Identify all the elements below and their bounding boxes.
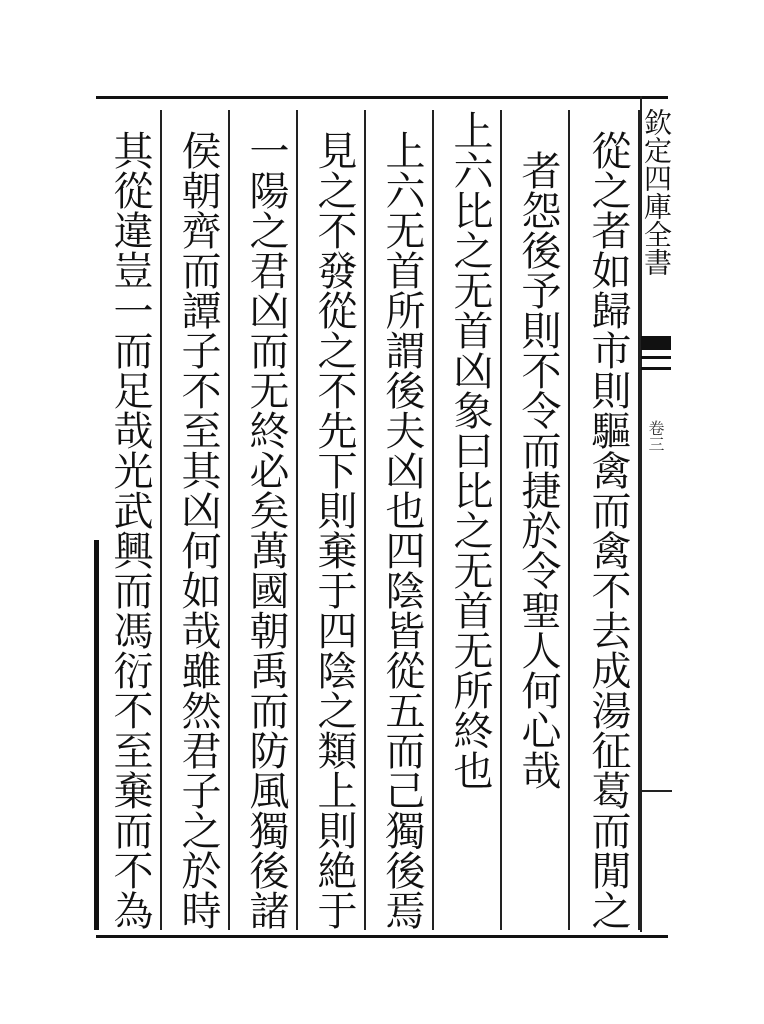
column-text: 上六比之无首凶象曰比之无首无所終也 — [447, 110, 493, 790]
fish-tail-mark — [641, 336, 671, 350]
column-text: 上六无首所謂後夫凶也四陰皆從五而己獨後焉 — [379, 130, 425, 930]
text-column-5 — [304, 110, 366, 930]
volume-label: 卷三 — [646, 420, 665, 452]
text-column-4 — [372, 110, 434, 930]
column-text: 見之不發從之不先下則棄于四陰之類上則絶于 — [311, 130, 357, 930]
column-text: 侯朝齊而譚子不至其凶何如哉雖然君子之於時 — [175, 130, 221, 930]
column-text: 其從違豈一而足哉光武興而馮衍不至棄而不為 — [107, 130, 153, 930]
text-column-2 — [508, 110, 570, 930]
left-frame-bar — [94, 540, 99, 930]
text-column-7 — [168, 110, 230, 930]
fish-tail-mark-lower — [641, 356, 671, 370]
column-text: 從之者如歸市則驅禽而禽不去成湯征葛而閒之 — [585, 130, 631, 930]
text-column-3 — [440, 110, 502, 930]
column-text: 一陽之君凶而无終必矣萬國朝禹而防風獨後諸 — [243, 130, 289, 930]
margin-divider — [640, 790, 672, 792]
text-column-8 — [100, 110, 162, 930]
book-title: 欽定四庫全書 — [640, 108, 673, 276]
text-column-1 — [578, 110, 640, 930]
column-text: 者怨後予則不令而捷於令聖人何心哉 — [515, 150, 561, 790]
text-column-6 — [236, 110, 298, 930]
